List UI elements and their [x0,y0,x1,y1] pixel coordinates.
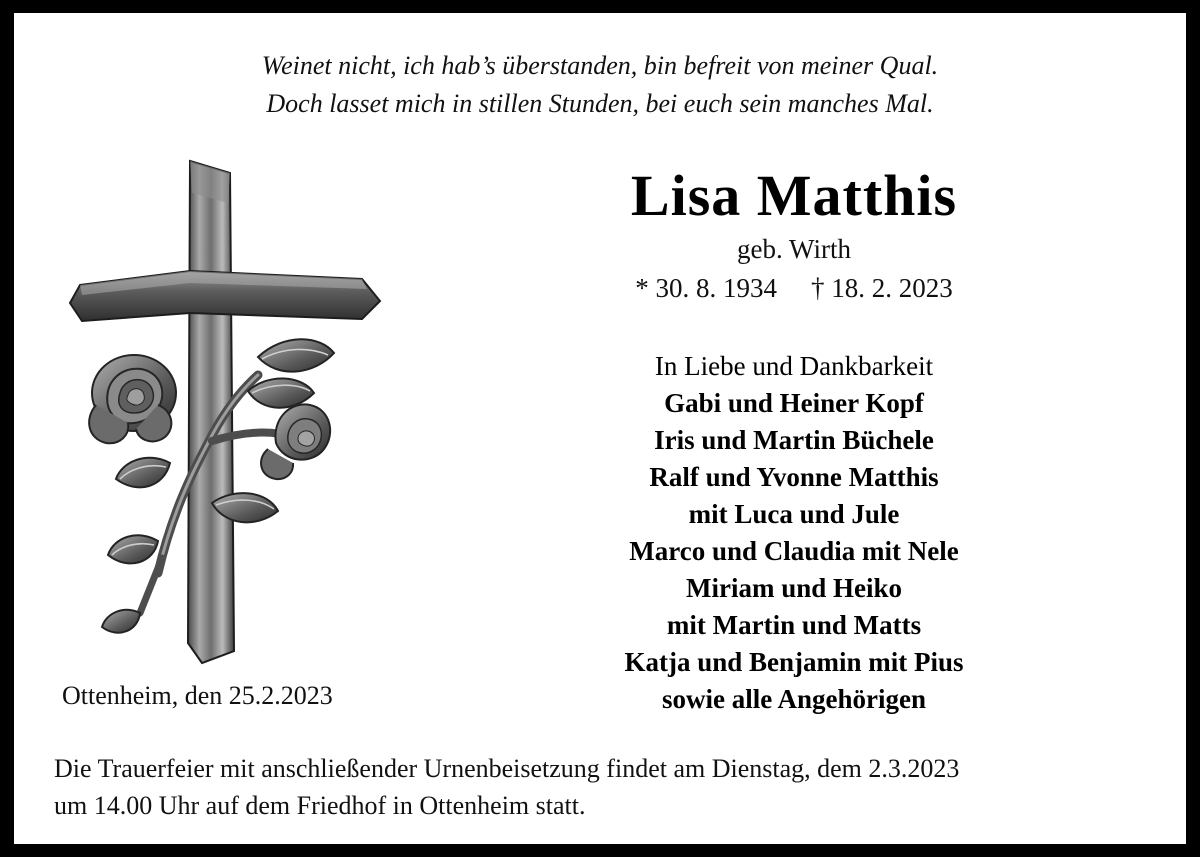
maiden-name: geb. Wirth [737,234,851,264]
place-and-date: Ottenheim, den 25.2.2023 [62,681,333,710]
verse-line-1: Weinet nicht, ich hab’s überstanden, bin befreit von meiner Qual. [261,51,939,80]
obituary-card [14,13,1186,844]
family-member: Marco und Claudia mit Nele [629,536,959,566]
family-member: Gabi und Heiner Kopf [664,388,924,418]
family-member: Katja und Benjamin mit Pius [624,647,964,677]
birth-date: * 30. 8. 1934 [635,273,777,303]
funeral-details-line-2: um 14.00 Uhr auf dem Friedhof in Ottenheim statt. [54,791,586,820]
family-intro: In Liebe und Dankbarkeit [654,351,934,381]
family-member: mit Luca und Jule [688,499,900,529]
funeral-details [54,750,1144,824]
death-date: † 18. 2. 2023 [811,273,953,303]
family-block [414,348,1174,718]
verse-line-2: Doch lasset mich in stillen Stunden, bei euch sein manches Mal. [266,89,934,118]
cross-with-roses-icon [62,143,392,673]
verse-block [14,47,1186,123]
family-member: mit Martin und Matts [666,610,922,640]
family-member: Ralf und Yvonne Matthis [649,462,939,492]
family-member: Iris und Martin Büchele [654,425,934,455]
deceased-name: Lisa Matthis [630,163,958,228]
family-member: Miriam und Heiko [685,573,902,603]
name-block [414,163,1174,305]
life-dates [414,271,1174,305]
funeral-details-line-1: Die Trauerfeier mit anschließender Urnenbeisetzung findet am Dienstag, dem 2.3.2023 [54,754,960,783]
family-member: sowie alle Angehörigen [662,684,926,714]
